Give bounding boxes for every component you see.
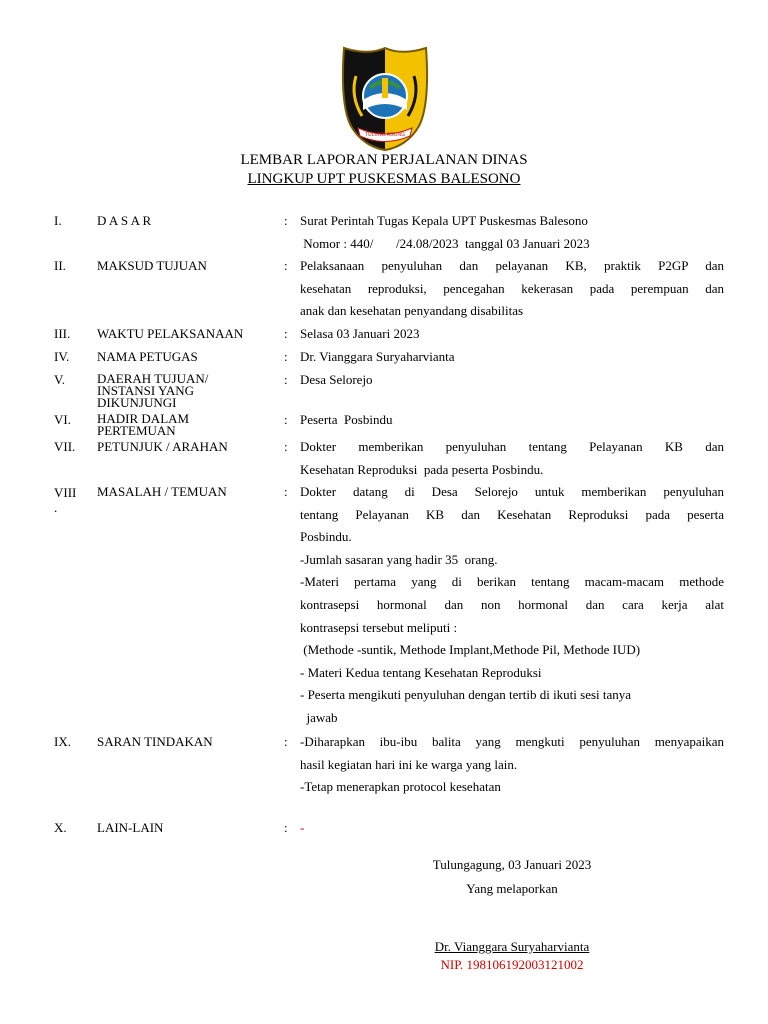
row-colon: : xyxy=(284,820,288,835)
row-value xyxy=(300,731,724,799)
report-title-line2: LINGKUP UPT PUSKESMAS BALESONO xyxy=(247,171,521,187)
row-number: IX. xyxy=(54,734,71,749)
value-line: kesehatan reproduksi, pencegahan kekerasan pada perempuan dan xyxy=(300,280,724,296)
value-line: Peserta Posbindu xyxy=(300,412,393,427)
value-line: -Tetap menerapkan protocol kesehatan xyxy=(300,779,501,795)
value-line: -Jumlah sasaran yang hadir 35 orang. xyxy=(300,551,498,567)
value-line: Desa Selorejo xyxy=(300,372,373,387)
value-line: Pelaksanaan penyuluhan dan pelayanan KB, praktik P2GP dan xyxy=(300,258,724,273)
row-value xyxy=(300,210,724,255)
value-line: Dr. Vianggara Suryaharvianta xyxy=(300,349,455,364)
row-colon: : xyxy=(284,349,288,364)
signatory-name: Dr. Vianggara Suryaharvianta xyxy=(434,939,590,954)
value-line: anak dan kesehatan penyandang disabilitas xyxy=(300,303,524,319)
value-line: - xyxy=(300,820,305,835)
row-label: PETUNJUK / ARAHAN xyxy=(97,439,228,454)
row-value xyxy=(300,346,724,369)
value-line: Kesehatan Reproduksi pada peserta Posbindu. xyxy=(300,461,544,477)
row-label: MAKSUD TUJUAN xyxy=(97,258,207,273)
value-line: Dokter datang di Desa Selorejo untuk memberikan penyuluhan xyxy=(300,484,724,499)
row-label: D A S A R xyxy=(97,213,152,228)
row-number: VII. xyxy=(54,439,76,454)
row-number: III. xyxy=(54,326,71,341)
row-label: SARAN TINDAKAN xyxy=(97,734,213,749)
row-label: HADIR DALAM PERTEMUAN xyxy=(97,411,190,438)
row-number: VIII . xyxy=(54,485,77,515)
report-title-line1: LEMBAR LAPORAN PERJALANAN DINAS xyxy=(240,152,528,168)
value-line: hasil kegiatan hari ini ke warga yang lain. xyxy=(300,756,518,772)
row-value xyxy=(300,481,724,730)
row-value xyxy=(300,436,724,481)
signatory-nip: NIP. 198106192003121002 xyxy=(440,957,584,972)
value-line: - Peserta mengikuti penyuluhan dengan tertib di ikuti sesi tanya xyxy=(300,687,632,703)
row-value xyxy=(300,323,724,346)
row-colon: : xyxy=(284,372,288,387)
row-label: WAKTU PELAKSANAAN xyxy=(97,326,244,341)
row-colon: : xyxy=(284,439,288,454)
value-line: kontrasepsi tersebut meliputi : xyxy=(300,619,458,635)
row-number: II. xyxy=(54,258,66,273)
row-colon: : xyxy=(284,412,288,427)
row-label: MASALAH / TEMUAN xyxy=(97,484,227,499)
row-number: I. xyxy=(54,213,62,228)
row-colon: : xyxy=(284,734,288,749)
value-line: Dokter memberikan penyuluhan tentang Pelayanan KB dan xyxy=(300,439,724,454)
row-number: IV. xyxy=(54,349,70,364)
value-line: Selasa 03 Januari 2023 xyxy=(300,326,420,341)
value-line: Posbindu. xyxy=(300,529,352,545)
row-number: X. xyxy=(54,820,67,835)
row-label: DAERAH TUJUAN/ INSTANSI YANG DIKUNJUNGI xyxy=(97,371,209,410)
row-label: NAMA PETUGAS xyxy=(97,349,198,364)
value-line: jawab xyxy=(300,709,338,725)
tulungagung-emblem-logo xyxy=(340,46,430,152)
value-line: (Methode -suntik, Methode Implant,Methode Pil, Methode IUD) xyxy=(300,642,641,658)
row-colon: : xyxy=(284,326,288,341)
row-colon: : xyxy=(284,213,288,228)
row-value xyxy=(300,409,724,432)
value-line: Surat Perintah Tugas Kepala UPT Puskesmas Balesono xyxy=(300,213,588,228)
row-number: VI. xyxy=(54,412,71,427)
value-line: -Materi pertama yang di berikan tentang macam-macam methode xyxy=(300,574,724,590)
signature-place-date: Tulungagung, 03 Januari 2023 xyxy=(432,857,592,872)
row-number: V. xyxy=(54,372,65,387)
row-label: LAIN-LAIN xyxy=(97,820,164,835)
row-value xyxy=(300,255,724,323)
svg-text:TULUNG AGUNG: TULUNG AGUNG xyxy=(364,132,406,138)
value-line: - Materi Kedua tentang Kesehatan Reproduksi xyxy=(300,664,542,680)
signature-role: Yang melaporkan xyxy=(466,881,558,896)
value-line: kontrasepsi hormonal dan non hormonal dan cara kerja alat xyxy=(300,596,724,612)
row-colon: : xyxy=(284,484,288,499)
value-line: Nomor : 440/ /24.08/2023 tanggal 03 Januari 2023 xyxy=(300,235,590,251)
value-line: -Diharapkan ibu-ibu balita yang mengkuti penyuluhan menyapaikan xyxy=(300,734,724,749)
row-value xyxy=(300,369,724,392)
row-value xyxy=(300,817,724,840)
value-line: tentang Pelayanan KB dan Kesehatan Reproduksi pada peserta xyxy=(300,506,724,522)
row-colon: : xyxy=(284,258,288,273)
